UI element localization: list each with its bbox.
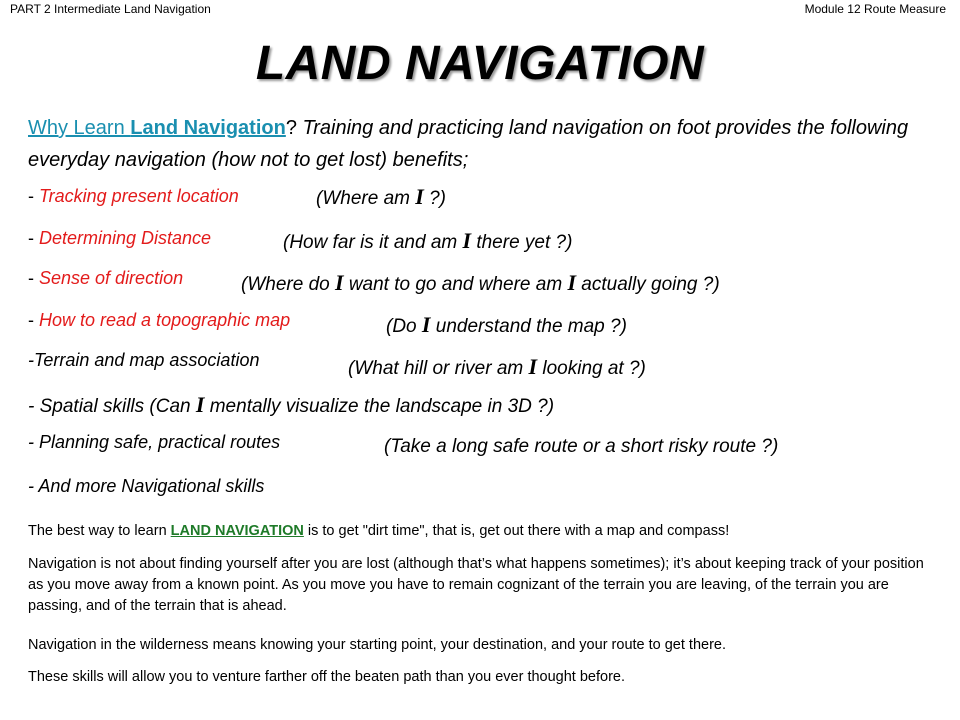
benefit-item [28, 476, 264, 497]
item-dash: - [28, 228, 39, 248]
item-note-I: I [334, 270, 344, 295]
item-note-a: (What hill or river am [348, 358, 529, 379]
item-label-I: I [195, 392, 205, 417]
item-note-a: (How far is it and am [283, 232, 463, 253]
benefit-item [28, 310, 627, 337]
item-label: Sense of direction [39, 268, 184, 288]
item-dash: - [28, 186, 39, 206]
p1-text-b: is to get "dirt time", that is, get out there with a map and compass! [303, 523, 730, 539]
item-label: Determining Distance [39, 228, 212, 248]
benefit-item [28, 228, 573, 253]
why-learn-link[interactable] [28, 117, 286, 139]
header-right: Module 12 Route Measure [804, 2, 946, 16]
item-label-a: - Spatial skills (Can [28, 396, 196, 417]
item-note-I: I [567, 270, 577, 295]
paragraph-navigation-about: Navigation is not about finding yourself after you are lost (although that’s what happens sometimes); it’s about keeping track of your position as you move away from a known point. As you move you have to remain cognizant of the terrain you are leaving, of the terrain you are passing, and of the terrain that is ahead. [28, 556, 924, 614]
item-note-b: there yet ?) [471, 232, 573, 253]
paragraph-wilderness: Navigation in the wilderness means knowing your starting point, your destination, and your route to get there. [28, 637, 727, 653]
paragraph-best-way [28, 521, 940, 542]
page-title: LAND NAVIGATION [255, 37, 705, 90]
item-dash: - [28, 310, 39, 330]
item-note-a: (Where do [241, 274, 335, 295]
benefit-item [28, 392, 554, 418]
intro-question-mark: ? [285, 117, 297, 139]
item-note [283, 228, 572, 254]
p1-text-a: The best way to learn [28, 523, 171, 539]
benefit-item [28, 432, 779, 457]
item-note-c: actually going ?) [576, 274, 720, 295]
item-note [316, 184, 446, 210]
item-note-b: understand the map ?) [430, 316, 627, 337]
item-note-a: (Where am [316, 188, 416, 209]
item-note-b: looking at ?) [537, 358, 646, 379]
item-note-b: want to go and where am [343, 274, 568, 295]
item-label: Tracking present location [39, 186, 239, 206]
benefit-item [28, 268, 720, 295]
item-note [386, 312, 627, 338]
item-dash: - [28, 268, 39, 288]
item-label: - And more Navigational skills [28, 476, 265, 496]
item-note-a: (Do [386, 316, 422, 337]
item-label: -Terrain and map association [28, 350, 260, 370]
why-learn-link-bold: Land Navigation [130, 117, 286, 139]
item-note [348, 354, 646, 380]
item-label-b: mentally visualize the landscape in 3D ?) [204, 396, 555, 417]
item-label: - Planning safe, practical routes [28, 432, 281, 452]
item-label: How to read a topographic map [39, 310, 291, 330]
intro-text: Training and practicing land navigation on foot provides the following everyday navigation (how not to get lost) benefits; [28, 117, 909, 171]
benefit-item [28, 350, 646, 379]
item-note-I: I [528, 354, 538, 379]
header-left: PART 2 Intermediate Land Navigation [10, 2, 211, 16]
intro-paragraph [28, 112, 938, 176]
why-learn-link-prefix: Why Learn [28, 117, 131, 139]
paragraph-skills: These skills will allow you to venture farther off the beaten path than you ever thought before. [28, 669, 626, 685]
item-note-I: I [462, 228, 472, 253]
item-note: (Take a long safe route or a short risky route ?) [384, 436, 779, 457]
item-note-I: I [415, 184, 424, 209]
item-note [241, 270, 720, 296]
item-note-I: I [421, 312, 431, 337]
benefit-item [28, 184, 446, 209]
item-note-b: ?) [423, 188, 446, 209]
land-navigation-link[interactable]: LAND NAVIGATION [170, 523, 304, 539]
